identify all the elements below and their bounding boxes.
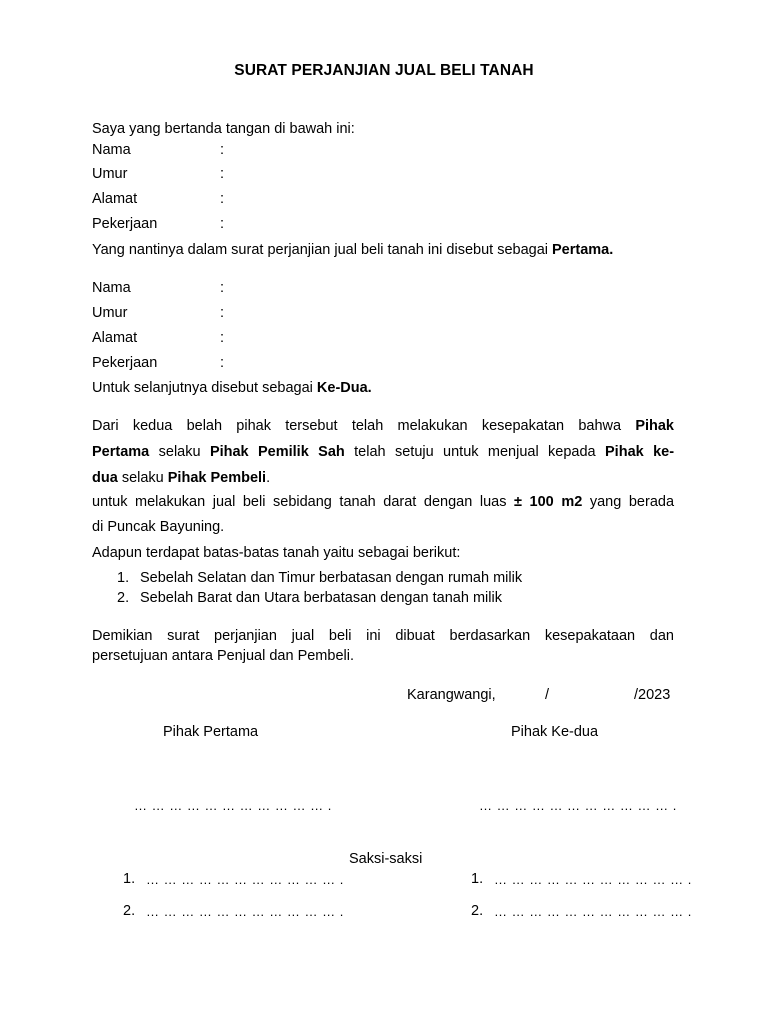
- party2-name-colon: :: [220, 280, 225, 296]
- party1-age-colon: :: [220, 166, 225, 182]
- agreement-text: selaku: [158, 444, 201, 460]
- second-party-label: Pihak Ke-dua: [511, 724, 599, 740]
- agreement-line-5: di Puncak Bayuning.: [92, 519, 225, 535]
- closing-line-1: Demikian surat perjanjian jual beli ini dibuat berdasarkan kesepakataan dan: [92, 628, 674, 644]
- witness-signature-line: … … … … … … … … … … … .: [146, 872, 344, 887]
- party2-job-label: Pekerjaan: [92, 355, 158, 371]
- boundary-item: Sebelah Selatan dan Timur berbatasan dengan rumah milik: [140, 570, 523, 586]
- witness-signature-line: … … … … … … … … … … … .: [146, 904, 344, 919]
- witness-signature-line: … … … … … … … … … … … .: [494, 872, 692, 887]
- party2-closing: [92, 380, 372, 396]
- signing-place: Karangwangi,: [407, 687, 496, 703]
- witness-number: 2.: [123, 903, 136, 919]
- party1-designation: Pertama.: [552, 242, 614, 258]
- witnesses-title: Saksi-saksi: [349, 851, 423, 867]
- first-party-signature-line: … … … … … … … … … … … .: [134, 798, 332, 813]
- agreement-text: selaku: [121, 470, 164, 486]
- agreement-term: Pihak Pemilik Sah: [209, 444, 345, 460]
- party1-closing: [92, 242, 613, 258]
- first-party-label: Pihak Pertama: [163, 724, 259, 740]
- witness-number: 1.: [123, 871, 136, 887]
- party1-name-label: Nama: [92, 142, 131, 158]
- party2-job-colon: :: [220, 355, 225, 371]
- witness-signature-line: … … … … … … … … … … … .: [494, 904, 692, 919]
- agreement-line-3: [92, 470, 270, 486]
- party2-address-colon: :: [220, 330, 225, 346]
- signing-year: /2023: [634, 687, 671, 703]
- agreement-text: .: [266, 470, 271, 486]
- land-area: ± 100 m2: [514, 494, 583, 510]
- party2-address-label: Alamat: [92, 330, 138, 346]
- agreement-line-4: [92, 494, 674, 510]
- party2-age-label: Umur: [92, 305, 128, 321]
- boundary-number: 1.: [117, 570, 130, 586]
- closing-line-2: persetujuan antara Penjual dan Pembeli.: [92, 648, 354, 664]
- agreement-text: yang berada: [589, 494, 675, 510]
- party1-name-colon: :: [220, 142, 225, 158]
- party1-job-colon: :: [220, 216, 225, 232]
- party1-address-label: Alamat: [92, 191, 138, 207]
- boundaries-intro: Adapun terdapat batas-batas tanah yaitu sebagai berikut:: [92, 545, 461, 561]
- intro-text: Saya yang bertanda tangan di bawah ini:: [92, 121, 355, 137]
- party1-age-label: Umur: [92, 166, 128, 182]
- agreement-term: Pihak Pembeli: [167, 470, 267, 486]
- agreement-term: dua: [92, 470, 118, 486]
- agreement-term: Pihak: [635, 418, 674, 434]
- agreement-text: untuk melakukan jual beli sebidang tanah darat dengan luas: [92, 494, 507, 510]
- date-separator: /: [545, 687, 550, 703]
- party2-age-colon: :: [220, 305, 225, 321]
- agreement-term: Pihak ke-: [605, 444, 675, 460]
- witness-number: 1.: [471, 871, 484, 887]
- party1-closing-text: Yang nantinya dalam surat perjanjian jual beli tanah ini disebut sebagai: [92, 242, 553, 258]
- party1-job-label: Pekerjaan: [92, 216, 158, 232]
- agreement-line-1: [92, 418, 674, 434]
- agreement-text: telah setuju untuk menjual kepada: [354, 444, 596, 460]
- agreement-line-2: [92, 444, 674, 460]
- party2-name-label: Nama: [92, 280, 131, 296]
- party1-address-colon: :: [220, 191, 225, 207]
- party2-closing-text: Untuk selanjutnya disebut sebagai: [92, 380, 317, 396]
- witness-number: 2.: [471, 903, 484, 919]
- party2-designation: Ke-Dua.: [316, 380, 372, 396]
- agreement-text: Dari kedua belah pihak tersebut telah melakukan kesepakatan bahwa: [92, 418, 622, 434]
- second-party-signature-line: … … … … … … … … … … … .: [479, 798, 677, 813]
- boundary-item: Sebelah Barat dan Utara berbatasan dengan tanah milik: [140, 590, 502, 606]
- document-title: SURAT PERJANJIAN JUAL BELI TANAH: [234, 62, 534, 79]
- boundary-number: 2.: [117, 590, 130, 606]
- agreement-term: Pertama: [92, 444, 150, 460]
